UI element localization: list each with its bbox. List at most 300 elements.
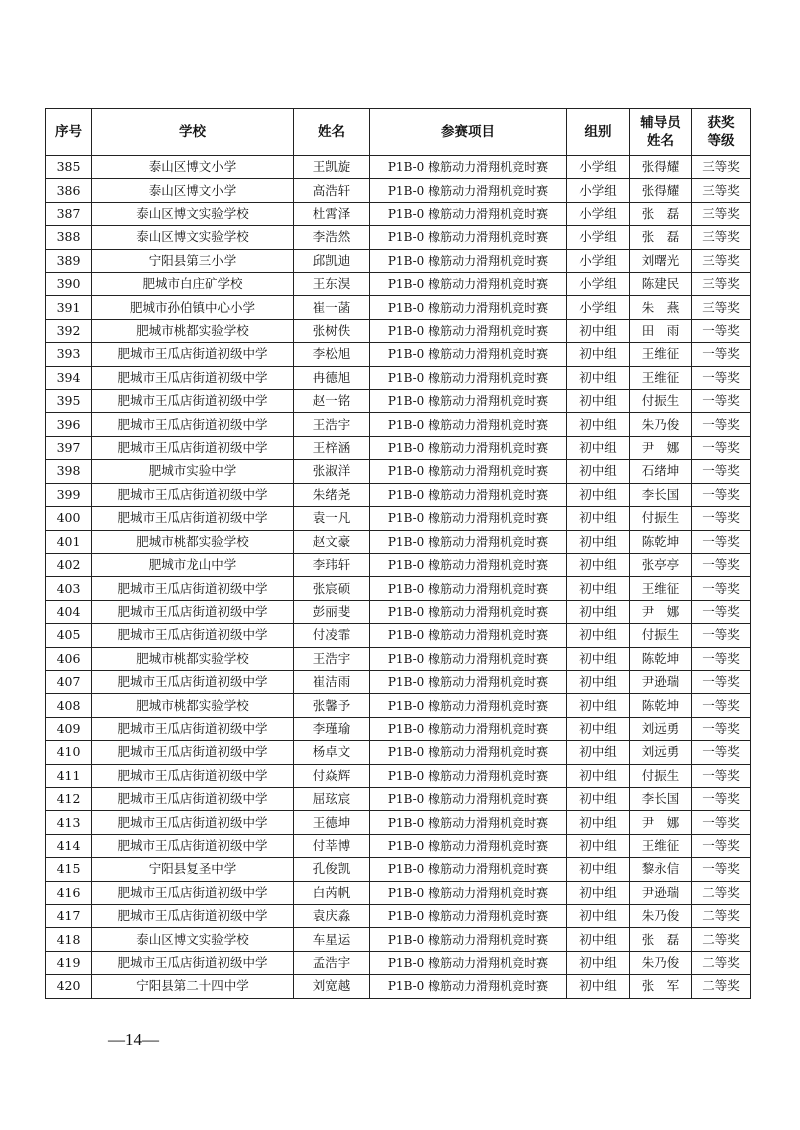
cell-school: 肥城市实验中学 — [92, 460, 294, 483]
cell-school: 肥城市王瓜店街道初级中学 — [92, 764, 294, 787]
cell-event: P1B-0 橡筋动力滑翔机竞时赛 — [370, 905, 567, 928]
table-row — [46, 249, 751, 272]
cell-award: 三等奖 — [692, 273, 751, 296]
cell-no: 387 — [46, 202, 92, 225]
cell-group: 初中组 — [567, 483, 630, 506]
cell-name: 张树佚 — [294, 319, 370, 342]
cell-award: 一等奖 — [692, 530, 751, 553]
cell-no: 414 — [46, 834, 92, 857]
cell-advisor: 张 磊 — [630, 226, 692, 249]
cell-no: 388 — [46, 226, 92, 249]
table-row — [46, 741, 751, 764]
cell-group: 初中组 — [567, 670, 630, 693]
cell-name: 张宸硕 — [294, 577, 370, 600]
cell-award: 一等奖 — [692, 670, 751, 693]
cell-name: 高浩轩 — [294, 179, 370, 202]
cell-name: 付莘博 — [294, 834, 370, 857]
cell-award: 三等奖 — [692, 202, 751, 225]
cell-event: P1B-0 橡筋动力滑翔机竞时赛 — [370, 296, 567, 319]
cell-no: 391 — [46, 296, 92, 319]
cell-school: 肥城市王瓜店街道初级中学 — [92, 881, 294, 904]
cell-school: 肥城市王瓜店街道初级中学 — [92, 483, 294, 506]
cell-school: 肥城市桃都实验学校 — [92, 319, 294, 342]
cell-name: 崔一菡 — [294, 296, 370, 319]
cell-event: P1B-0 橡筋动力滑翔机竞时赛 — [370, 436, 567, 459]
cell-group: 初中组 — [567, 343, 630, 366]
cell-school: 肥城市孙伯镇中心小学 — [92, 296, 294, 319]
cell-name: 王浩宇 — [294, 647, 370, 670]
cell-advisor: 王维征 — [630, 343, 692, 366]
cell-group: 初中组 — [567, 787, 630, 810]
cell-event: P1B-0 橡筋动力滑翔机竞时赛 — [370, 507, 567, 530]
cell-school: 肥城市王瓜店街道初级中学 — [92, 600, 294, 623]
table-row — [46, 413, 751, 436]
cell-event: P1B-0 橡筋动力滑翔机竞时赛 — [370, 319, 567, 342]
cell-advisor: 张得耀 — [630, 179, 692, 202]
cell-name: 杨卓文 — [294, 741, 370, 764]
cell-no: 394 — [46, 366, 92, 389]
cell-award: 二等奖 — [692, 951, 751, 974]
cell-no: 402 — [46, 553, 92, 576]
cell-no: 399 — [46, 483, 92, 506]
cell-event: P1B-0 橡筋动力滑翔机竞时赛 — [370, 811, 567, 834]
table-row — [46, 905, 751, 928]
cell-school: 肥城市王瓜店街道初级中学 — [92, 390, 294, 413]
cell-award: 二等奖 — [692, 881, 751, 904]
cell-advisor: 付振生 — [630, 390, 692, 413]
cell-name: 付焱辉 — [294, 764, 370, 787]
header-award-line1: 获奖 — [707, 115, 735, 131]
cell-award: 一等奖 — [692, 436, 751, 459]
cell-school: 肥城市王瓜店街道初级中学 — [92, 436, 294, 459]
award-table — [45, 108, 751, 999]
cell-group: 初中组 — [567, 834, 630, 857]
cell-group: 初中组 — [567, 717, 630, 740]
cell-name: 彭丽斐 — [294, 600, 370, 623]
cell-no: 389 — [46, 249, 92, 272]
cell-name: 付凌霏 — [294, 624, 370, 647]
cell-no: 390 — [46, 273, 92, 296]
cell-advisor: 刘远勇 — [630, 717, 692, 740]
cell-no: 407 — [46, 670, 92, 693]
cell-no: 415 — [46, 858, 92, 881]
cell-no: 411 — [46, 764, 92, 787]
cell-advisor: 石绪坤 — [630, 460, 692, 483]
cell-no: 418 — [46, 928, 92, 951]
cell-event: P1B-0 橡筋动力滑翔机竞时赛 — [370, 764, 567, 787]
cell-award: 二等奖 — [692, 928, 751, 951]
table-row — [46, 156, 751, 179]
cell-advisor: 张亭亭 — [630, 553, 692, 576]
cell-name: 赵一铭 — [294, 390, 370, 413]
cell-advisor: 陈乾坤 — [630, 530, 692, 553]
cell-award: 三等奖 — [692, 226, 751, 249]
cell-award: 一等奖 — [692, 858, 751, 881]
cell-school: 泰山区博文小学 — [92, 156, 294, 179]
cell-no: 386 — [46, 179, 92, 202]
cell-school: 肥城市王瓜店街道初级中学 — [92, 507, 294, 530]
cell-award: 三等奖 — [692, 179, 751, 202]
cell-advisor: 王维征 — [630, 366, 692, 389]
cell-event: P1B-0 橡筋动力滑翔机竞时赛 — [370, 156, 567, 179]
cell-group: 小学组 — [567, 226, 630, 249]
cell-school: 肥城市龙山中学 — [92, 553, 294, 576]
cell-event: P1B-0 橡筋动力滑翔机竞时赛 — [370, 530, 567, 553]
cell-school: 肥城市桃都实验学校 — [92, 530, 294, 553]
cell-group: 初中组 — [567, 905, 630, 928]
cell-group: 小学组 — [567, 249, 630, 272]
table-row — [46, 858, 751, 881]
cell-award: 一等奖 — [692, 390, 751, 413]
cell-event: P1B-0 橡筋动力滑翔机竞时赛 — [370, 179, 567, 202]
cell-group: 初中组 — [567, 366, 630, 389]
cell-name: 刘宽越 — [294, 975, 370, 998]
header-school: 学校 — [92, 109, 294, 156]
cell-name: 王梓涵 — [294, 436, 370, 459]
header-advisor-line1: 辅导员 — [640, 115, 681, 131]
cell-award: 一等奖 — [692, 787, 751, 810]
cell-advisor: 陈建民 — [630, 273, 692, 296]
table-body — [46, 156, 751, 999]
cell-no: 404 — [46, 600, 92, 623]
cell-no: 403 — [46, 577, 92, 600]
cell-name: 李玮轩 — [294, 553, 370, 576]
table-row — [46, 951, 751, 974]
cell-school: 肥城市白庄矿学校 — [92, 273, 294, 296]
cell-group: 初中组 — [567, 624, 630, 647]
cell-advisor: 尹 娜 — [630, 811, 692, 834]
cell-group: 小学组 — [567, 179, 630, 202]
table-row — [46, 530, 751, 553]
cell-award: 一等奖 — [692, 600, 751, 623]
cell-group: 小学组 — [567, 296, 630, 319]
table-row — [46, 764, 751, 787]
cell-award: 一等奖 — [692, 507, 751, 530]
cell-event: P1B-0 橡筋动力滑翔机竞时赛 — [370, 928, 567, 951]
cell-group: 初中组 — [567, 413, 630, 436]
cell-name: 李松旭 — [294, 343, 370, 366]
table-row — [46, 273, 751, 296]
table-row — [46, 577, 751, 600]
header-event: 参赛项目 — [370, 109, 567, 156]
cell-name: 袁一凡 — [294, 507, 370, 530]
cell-name: 邱凯迪 — [294, 249, 370, 272]
cell-name: 冉德旭 — [294, 366, 370, 389]
table-row — [46, 787, 751, 810]
cell-group: 初中组 — [567, 507, 630, 530]
cell-name: 孟浩宇 — [294, 951, 370, 974]
cell-name: 杜霄泽 — [294, 202, 370, 225]
cell-name: 李浩然 — [294, 226, 370, 249]
cell-event: P1B-0 橡筋动力滑翔机竞时赛 — [370, 670, 567, 693]
cell-advisor: 付振生 — [630, 764, 692, 787]
cell-no: 385 — [46, 156, 92, 179]
cell-no: 405 — [46, 624, 92, 647]
cell-group: 初中组 — [567, 577, 630, 600]
cell-event: P1B-0 橡筋动力滑翔机竞时赛 — [370, 975, 567, 998]
table-row — [46, 647, 751, 670]
cell-school: 肥城市王瓜店街道初级中学 — [92, 343, 294, 366]
cell-award: 一等奖 — [692, 741, 751, 764]
cell-group: 初中组 — [567, 858, 630, 881]
cell-group: 初中组 — [567, 553, 630, 576]
cell-award: 一等奖 — [692, 553, 751, 576]
table-row — [46, 226, 751, 249]
cell-advisor: 朱乃俊 — [630, 905, 692, 928]
cell-school: 肥城市王瓜店街道初级中学 — [92, 741, 294, 764]
cell-advisor: 王维征 — [630, 577, 692, 600]
header-advisor-line2: 姓名 — [647, 133, 674, 149]
header-name: 姓名 — [294, 109, 370, 156]
cell-no: 393 — [46, 343, 92, 366]
cell-no: 396 — [46, 413, 92, 436]
cell-school: 泰山区博文实验学校 — [92, 226, 294, 249]
cell-name: 王东淏 — [294, 273, 370, 296]
cell-event: P1B-0 橡筋动力滑翔机竞时赛 — [370, 881, 567, 904]
cell-award: 一等奖 — [692, 717, 751, 740]
cell-no: 400 — [46, 507, 92, 530]
cell-school: 宁阳县第二十四中学 — [92, 975, 294, 998]
table-row — [46, 717, 751, 740]
table-row — [46, 460, 751, 483]
cell-group: 初中组 — [567, 436, 630, 459]
cell-event: P1B-0 橡筋动力滑翔机竞时赛 — [370, 553, 567, 576]
cell-name: 李瑾瑜 — [294, 717, 370, 740]
table-row — [46, 296, 751, 319]
cell-school: 肥城市王瓜店街道初级中学 — [92, 811, 294, 834]
cell-advisor: 张得耀 — [630, 156, 692, 179]
table-row — [46, 366, 751, 389]
cell-school: 泰山区博文实验学校 — [92, 928, 294, 951]
cell-school: 肥城市王瓜店街道初级中学 — [92, 577, 294, 600]
cell-award: 二等奖 — [692, 905, 751, 928]
cell-advisor: 田 雨 — [630, 319, 692, 342]
cell-name: 车星运 — [294, 928, 370, 951]
cell-group: 小学组 — [567, 273, 630, 296]
cell-advisor: 王维征 — [630, 834, 692, 857]
cell-event: P1B-0 橡筋动力滑翔机竞时赛 — [370, 694, 567, 717]
cell-advisor: 李长国 — [630, 483, 692, 506]
cell-event: P1B-0 橡筋动力滑翔机竞时赛 — [370, 600, 567, 623]
cell-group: 初中组 — [567, 647, 630, 670]
cell-event: P1B-0 橡筋动力滑翔机竞时赛 — [370, 577, 567, 600]
table-row — [46, 202, 751, 225]
cell-event: P1B-0 橡筋动力滑翔机竞时赛 — [370, 834, 567, 857]
cell-school: 肥城市王瓜店街道初级中学 — [92, 366, 294, 389]
cell-advisor: 尹逊瑞 — [630, 670, 692, 693]
cell-no: 401 — [46, 530, 92, 553]
cell-name: 崔洁雨 — [294, 670, 370, 693]
cell-advisor: 刘曙光 — [630, 249, 692, 272]
cell-group: 初中组 — [567, 390, 630, 413]
cell-group: 初中组 — [567, 741, 630, 764]
cell-award: 二等奖 — [692, 975, 751, 998]
cell-no: 412 — [46, 787, 92, 810]
cell-advisor: 陈乾坤 — [630, 647, 692, 670]
cell-advisor: 张 磊 — [630, 928, 692, 951]
cell-advisor: 刘远勇 — [630, 741, 692, 764]
cell-school: 肥城市王瓜店街道初级中学 — [92, 834, 294, 857]
table-row — [46, 928, 751, 951]
cell-event: P1B-0 橡筋动力滑翔机竞时赛 — [370, 249, 567, 272]
cell-award: 一等奖 — [692, 834, 751, 857]
cell-name: 王凯旋 — [294, 156, 370, 179]
cell-event: P1B-0 橡筋动力滑翔机竞时赛 — [370, 717, 567, 740]
page-number: —14— — [108, 1030, 159, 1049]
table-row — [46, 507, 751, 530]
cell-school: 肥城市王瓜店街道初级中学 — [92, 717, 294, 740]
table-header-row — [46, 109, 751, 156]
cell-name: 孔俊凯 — [294, 858, 370, 881]
cell-no: 408 — [46, 694, 92, 717]
cell-award: 一等奖 — [692, 343, 751, 366]
cell-award: 三等奖 — [692, 249, 751, 272]
cell-school: 肥城市桃都实验学校 — [92, 647, 294, 670]
cell-group: 初中组 — [567, 811, 630, 834]
cell-event: P1B-0 橡筋动力滑翔机竞时赛 — [370, 951, 567, 974]
cell-no: 410 — [46, 741, 92, 764]
cell-award: 一等奖 — [692, 811, 751, 834]
cell-no: 406 — [46, 647, 92, 670]
cell-school: 肥城市王瓜店街道初级中学 — [92, 951, 294, 974]
cell-name: 王德坤 — [294, 811, 370, 834]
cell-no: 392 — [46, 319, 92, 342]
cell-name: 张馨予 — [294, 694, 370, 717]
cell-advisor: 尹 娜 — [630, 600, 692, 623]
cell-advisor: 张 磊 — [630, 202, 692, 225]
cell-event: P1B-0 橡筋动力滑翔机竞时赛 — [370, 787, 567, 810]
cell-group: 初中组 — [567, 928, 630, 951]
cell-advisor: 尹逊瑞 — [630, 881, 692, 904]
table-row — [46, 600, 751, 623]
cell-school: 肥城市王瓜店街道初级中学 — [92, 670, 294, 693]
header-award-line2: 等级 — [707, 133, 735, 149]
table-row — [46, 436, 751, 459]
cell-no: 397 — [46, 436, 92, 459]
cell-event: P1B-0 橡筋动力滑翔机竞时赛 — [370, 413, 567, 436]
cell-name: 白芮帆 — [294, 881, 370, 904]
cell-school: 泰山区博文小学 — [92, 179, 294, 202]
cell-advisor: 付振生 — [630, 507, 692, 530]
header-no: 序号 — [46, 109, 92, 156]
cell-no: 420 — [46, 975, 92, 998]
header-award — [692, 109, 751, 156]
cell-award: 一等奖 — [692, 647, 751, 670]
cell-no: 417 — [46, 905, 92, 928]
cell-award: 一等奖 — [692, 764, 751, 787]
cell-advisor: 陈乾坤 — [630, 694, 692, 717]
table-row — [46, 343, 751, 366]
cell-advisor: 黎永信 — [630, 858, 692, 881]
cell-name: 袁庆淼 — [294, 905, 370, 928]
cell-no: 398 — [46, 460, 92, 483]
table-row — [46, 834, 751, 857]
cell-name: 赵文豪 — [294, 530, 370, 553]
cell-advisor: 尹 娜 — [630, 436, 692, 459]
table-row — [46, 319, 751, 342]
table-row — [46, 881, 751, 904]
cell-group: 初中组 — [567, 319, 630, 342]
cell-award: 一等奖 — [692, 577, 751, 600]
cell-no: 413 — [46, 811, 92, 834]
cell-school: 宁阳县复圣中学 — [92, 858, 294, 881]
cell-award: 一等奖 — [692, 624, 751, 647]
cell-event: P1B-0 橡筋动力滑翔机竞时赛 — [370, 366, 567, 389]
table-row — [46, 553, 751, 576]
cell-event: P1B-0 橡筋动力滑翔机竞时赛 — [370, 483, 567, 506]
table-row — [46, 179, 751, 202]
cell-school: 泰山区博文实验学校 — [92, 202, 294, 225]
header-group: 组别 — [567, 109, 630, 156]
cell-group: 初中组 — [567, 975, 630, 998]
cell-no: 409 — [46, 717, 92, 740]
cell-name: 屈玹宸 — [294, 787, 370, 810]
cell-award: 一等奖 — [692, 460, 751, 483]
cell-name: 朱绪尧 — [294, 483, 370, 506]
cell-award: 一等奖 — [692, 319, 751, 342]
cell-event: P1B-0 橡筋动力滑翔机竞时赛 — [370, 858, 567, 881]
cell-school: 肥城市桃都实验学校 — [92, 694, 294, 717]
cell-school: 肥城市王瓜店街道初级中学 — [92, 624, 294, 647]
cell-event: P1B-0 橡筋动力滑翔机竞时赛 — [370, 202, 567, 225]
cell-advisor: 付振生 — [630, 624, 692, 647]
table-row — [46, 811, 751, 834]
cell-group: 初中组 — [567, 600, 630, 623]
cell-advisor: 朱 燕 — [630, 296, 692, 319]
cell-event: P1B-0 橡筋动力滑翔机竞时赛 — [370, 226, 567, 249]
cell-school: 肥城市王瓜店街道初级中学 — [92, 787, 294, 810]
cell-group: 初中组 — [567, 881, 630, 904]
cell-event: P1B-0 橡筋动力滑翔机竞时赛 — [370, 390, 567, 413]
cell-group: 小学组 — [567, 202, 630, 225]
cell-event: P1B-0 橡筋动力滑翔机竞时赛 — [370, 460, 567, 483]
cell-award: 一等奖 — [692, 694, 751, 717]
cell-event: P1B-0 橡筋动力滑翔机竞时赛 — [370, 741, 567, 764]
cell-advisor: 李长国 — [630, 787, 692, 810]
cell-advisor: 张 军 — [630, 975, 692, 998]
cell-group: 小学组 — [567, 156, 630, 179]
header-advisor — [630, 109, 692, 156]
cell-award: 一等奖 — [692, 483, 751, 506]
cell-group: 初中组 — [567, 764, 630, 787]
cell-event: P1B-0 橡筋动力滑翔机竞时赛 — [370, 343, 567, 366]
cell-name: 王浩宇 — [294, 413, 370, 436]
cell-event: P1B-0 橡筋动力滑翔机竞时赛 — [370, 624, 567, 647]
cell-event: P1B-0 橡筋动力滑翔机竞时赛 — [370, 273, 567, 296]
table-row — [46, 390, 751, 413]
cell-group: 初中组 — [567, 694, 630, 717]
cell-no: 395 — [46, 390, 92, 413]
table-row — [46, 670, 751, 693]
cell-group: 初中组 — [567, 460, 630, 483]
cell-no: 419 — [46, 951, 92, 974]
table-row — [46, 694, 751, 717]
table-row — [46, 483, 751, 506]
cell-event: P1B-0 橡筋动力滑翔机竞时赛 — [370, 647, 567, 670]
cell-school: 肥城市王瓜店街道初级中学 — [92, 905, 294, 928]
table-row — [46, 624, 751, 647]
cell-no: 416 — [46, 881, 92, 904]
cell-group: 初中组 — [567, 951, 630, 974]
cell-award: 一等奖 — [692, 366, 751, 389]
cell-group: 初中组 — [567, 530, 630, 553]
table-row — [46, 975, 751, 998]
cell-school: 肥城市王瓜店街道初级中学 — [92, 413, 294, 436]
cell-award: 三等奖 — [692, 156, 751, 179]
cell-advisor: 朱乃俊 — [630, 951, 692, 974]
cell-award: 一等奖 — [692, 413, 751, 436]
cell-school: 宁阳县第三小学 — [92, 249, 294, 272]
